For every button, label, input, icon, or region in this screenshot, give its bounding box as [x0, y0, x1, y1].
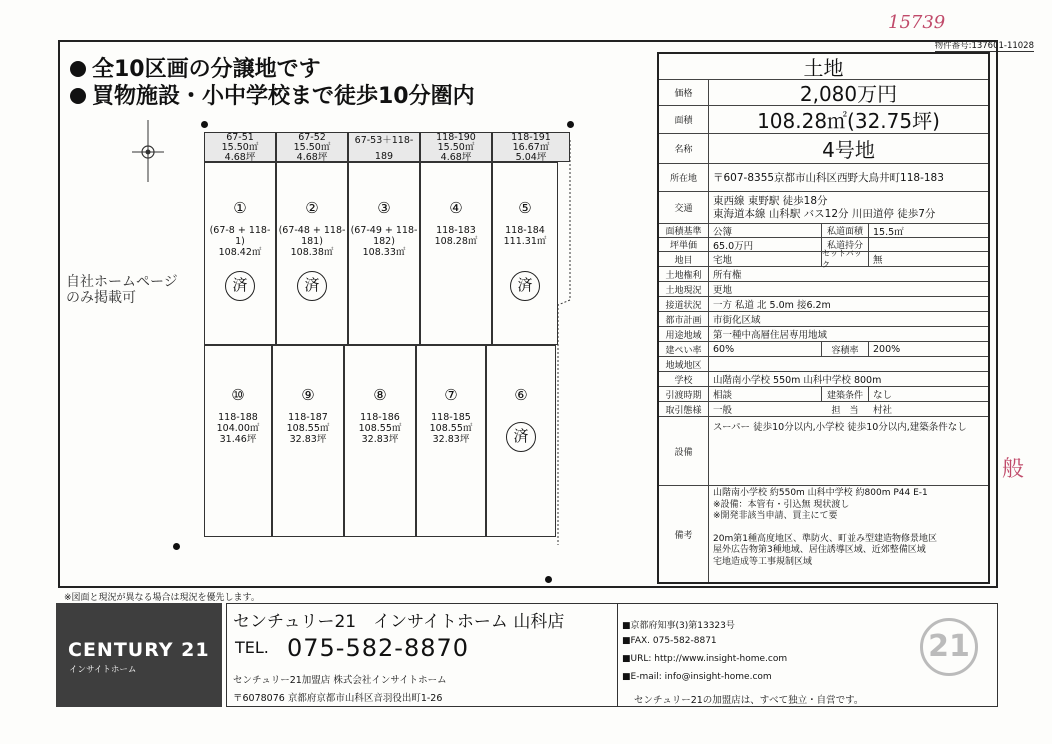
row-rights: 土地権利 所有権	[659, 267, 988, 282]
brand-sub: インサイトホーム	[69, 665, 137, 675]
headline-2: 買物施設・小中学校まで徒歩10分圏内	[70, 84, 475, 110]
private-road-strip: 67-52 15.50㎡ 4.68坪	[276, 132, 348, 162]
bullet-icon	[70, 61, 86, 77]
lot-7: ⑦ 118-185 108.55㎡ 32.83坪	[416, 345, 486, 537]
row-access: 接道状況 一方 私道 北 5.0m 接6.2m	[659, 297, 988, 312]
headline-1: 全10区画の分譲地です	[70, 57, 321, 83]
lot-1: ① (67-8 + 118-1) 108.42㎡ 済	[204, 162, 276, 345]
private-road-strip: 67-53＋118-189	[348, 132, 420, 162]
row-burden: 面積基準 公簿 私道面積 15.5㎡	[659, 224, 988, 238]
row-transport: 交通 東西線 東野駅 徒歩18分 東海道本線 山科駅 バス12分 川田道停 徒歩7分	[659, 192, 988, 224]
private-road-strip: 67-51 15.50㎡ 4.68坪	[204, 132, 276, 162]
franchise-note: センチュリー21の加盟店は、すべて独立・自営です。	[634, 695, 864, 706]
compass-icon	[130, 118, 170, 188]
row-school: 学校 山階南小学校 550m 山科中学校 800m	[659, 372, 988, 387]
row-area: 面積 108.28㎡(32.75坪)	[659, 106, 988, 134]
lot-4: ④ 118-183 108.28㎡	[420, 162, 492, 345]
sold-badge: 済	[297, 271, 327, 301]
sold-badge: 済	[225, 271, 255, 301]
lot-8: ⑧ 118-186 108.55㎡ 32.83坪	[344, 345, 416, 537]
row-type: 土地	[659, 54, 988, 80]
row-handover: 引渡時期 相談 建築条件 なし	[659, 387, 988, 402]
row-address: 所在地 〒607-8355京都市山科区西野大鳥井町118-183	[659, 164, 988, 192]
fax: ■FAX. 075-582-8871	[622, 636, 717, 646]
row-land-cat: 地目 宅地 セットバック 無	[659, 252, 988, 267]
boundary-marker	[545, 576, 552, 583]
boundary-marker	[201, 121, 208, 128]
property-id: 物件番号:137601-11028	[934, 41, 1034, 51]
row-tsubo-price: 坪単価 65.0万円 私道持分	[659, 238, 988, 252]
lot-9: ⑨ 118-187 108.55㎡ 32.83坪	[272, 345, 344, 537]
side-note: 自社ホームページ のみ掲載可	[66, 274, 178, 306]
boundary-marker	[567, 121, 574, 128]
tel-number: 075-582-8870	[287, 634, 470, 662]
email-link[interactable]: ■E-mail: info@insight-home.com	[622, 672, 772, 682]
bullet-icon	[70, 88, 86, 104]
lot-3: ③ (67-49 + 118-182) 108.33㎡	[348, 162, 420, 345]
company-info	[226, 603, 618, 707]
row-status: 土地現況 更地	[659, 282, 988, 297]
row-zoning: 用途地域 第一種中高層住居専用地域	[659, 327, 988, 342]
contact-info	[618, 603, 998, 707]
row-remarks: 備考 山階南小学校 約550m 山科中学校 約800m P44 E-1 ※設備：本管有・引込無 現状渡し ※開発非該当申請、買主にて要 20m第1種高度地区、準防火、町並み型建造物修景地区 屋外広告物第3種地域、居住誘導区域、近郊整備区域 宅地造成等工事規制区域	[659, 486, 988, 582]
tel-label: TEL.	[235, 638, 269, 657]
row-bcr: 建ぺい率 60% 容積率 200%	[659, 342, 988, 357]
century21-seal-icon: 21	[920, 618, 978, 676]
url-link[interactable]: ■URL: http://www.insight-home.com	[622, 654, 788, 664]
brand-logo-box	[56, 603, 222, 707]
property-table	[657, 52, 990, 584]
private-road-strip: 118-190 15.50㎡ 4.68坪	[420, 132, 492, 162]
road-edge-line	[555, 140, 575, 550]
row-district: 地域地区	[659, 357, 988, 372]
lot-6: ⑥ 済	[486, 345, 556, 537]
handwritten-mark: 般	[1002, 457, 1025, 482]
private-road-strip: 118-191 16.67㎡ 5.04坪	[492, 132, 570, 162]
lot-5: ⑤ 118-184 111.31㎡ 済	[492, 162, 558, 345]
company-name: センチュリー21 インサイトホーム 山科店	[233, 612, 565, 632]
lot-10: ⑩ 118-188 104.00㎡ 31.46坪	[204, 345, 272, 537]
disclaimer: ※図面と現況が異なる場合は現況を優先します。	[64, 593, 260, 603]
row-facilities: 設備 スーパー 徒歩10分以内,小学校 徒歩10分以内,建築条件なし	[659, 417, 988, 486]
handwritten-number: 15739	[888, 12, 946, 33]
row-name: 名称 4号地	[659, 134, 988, 164]
franchise-name: センチュリー21加盟店 株式会社インサイトホーム	[233, 675, 447, 686]
row-price: 価格 2,080万円	[659, 80, 988, 106]
license: ■京都府知事(3)第13323号	[622, 621, 735, 631]
boundary-marker	[173, 543, 180, 550]
sold-badge: 済	[506, 422, 536, 452]
brand-logo: CENTURY 21	[68, 639, 210, 661]
sold-badge: 済	[510, 271, 540, 301]
lot-2: ② (67-48 + 118-181) 108.38㎡ 済	[276, 162, 348, 345]
row-deal: 取引態様 一般 担 当 村社	[659, 402, 988, 417]
row-city-plan: 都市計画 市街化区域	[659, 312, 988, 327]
company-address: 〒6078076 京都府京都市山科区音羽役出町1-26	[233, 693, 443, 704]
